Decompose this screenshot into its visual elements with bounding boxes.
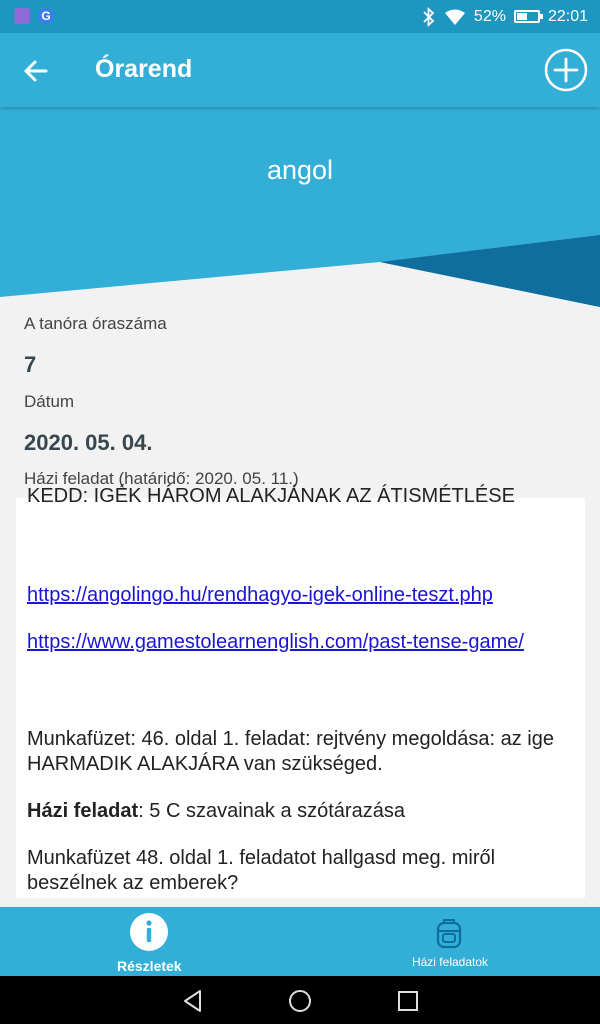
info-icon bbox=[129, 912, 169, 952]
tab-details[interactable] bbox=[0, 907, 300, 976]
system-navigation-bar bbox=[0, 976, 600, 1024]
battery-percent: 52% bbox=[473, 7, 506, 25]
tab-homeworks-label: Házi feladatok bbox=[411, 955, 489, 969]
homework-link-2[interactable]: https://www.gamestolearnenglish.com/past-tense-game/ bbox=[27, 631, 524, 653]
clock: 22:01 bbox=[547, 7, 588, 25]
tab-details-label: Részletek bbox=[117, 958, 182, 974]
homework-card[interactable] bbox=[16, 485, 585, 898]
homework-task bbox=[27, 799, 575, 824]
homework-task-rest: : 5 C szavainak a szótárazása bbox=[138, 800, 405, 822]
period-label: A tanóra óraszáma bbox=[24, 314, 167, 333]
bluetooth-icon bbox=[422, 7, 436, 27]
subject-name: angol bbox=[266, 155, 334, 185]
homework-link-1[interactable]: https://angolingo.hu/rendhagyo-igek-online-teszt.php bbox=[27, 584, 493, 606]
date-value: 2020. 05. 04. bbox=[24, 430, 153, 455]
system-home-icon[interactable] bbox=[287, 988, 313, 1014]
arrow-left-icon bbox=[20, 55, 52, 87]
subject-banner bbox=[0, 107, 600, 307]
app-bar bbox=[0, 33, 600, 107]
backpack-icon bbox=[435, 917, 463, 949]
status-bar bbox=[0, 0, 600, 33]
bottom-navigation bbox=[0, 907, 600, 976]
period-value: 7 bbox=[24, 352, 37, 377]
homework-label: Házi feladat (határidő: 2020. 05. 11.) bbox=[24, 469, 299, 488]
battery-icon bbox=[514, 10, 540, 23]
add-button[interactable] bbox=[544, 48, 588, 92]
homework-task-bold: Házi feladat bbox=[27, 800, 139, 822]
page-title: Órarend bbox=[95, 55, 193, 83]
system-recents-icon[interactable] bbox=[395, 988, 421, 1014]
plus-circle-icon bbox=[544, 48, 588, 92]
banner-background bbox=[0, 107, 600, 307]
gallery-app-icon bbox=[14, 8, 30, 24]
wifi-icon bbox=[444, 8, 466, 26]
google-app-icon: G bbox=[38, 8, 54, 24]
workbook-task-2: Munkafüzet 48. oldal 1. feladatot hallgasd meg. miről beszélnek az emberek? bbox=[27, 847, 496, 894]
homework-line-cut: KEDD: IGÉK HÁROM ALAKJÁNAK AZ ÁTISMÉTLÉSE bbox=[27, 485, 515, 507]
system-back-icon[interactable] bbox=[180, 988, 206, 1014]
back-button[interactable] bbox=[20, 55, 52, 87]
workbook-task-1: Munkafüzet: 46. oldal 1. feladat: rejtvény megoldása: az ige HARMADIK ALAKJÁRA van szükséged. bbox=[27, 728, 554, 775]
date-label: Dátum bbox=[24, 392, 75, 411]
tab-homeworks[interactable] bbox=[300, 907, 600, 976]
